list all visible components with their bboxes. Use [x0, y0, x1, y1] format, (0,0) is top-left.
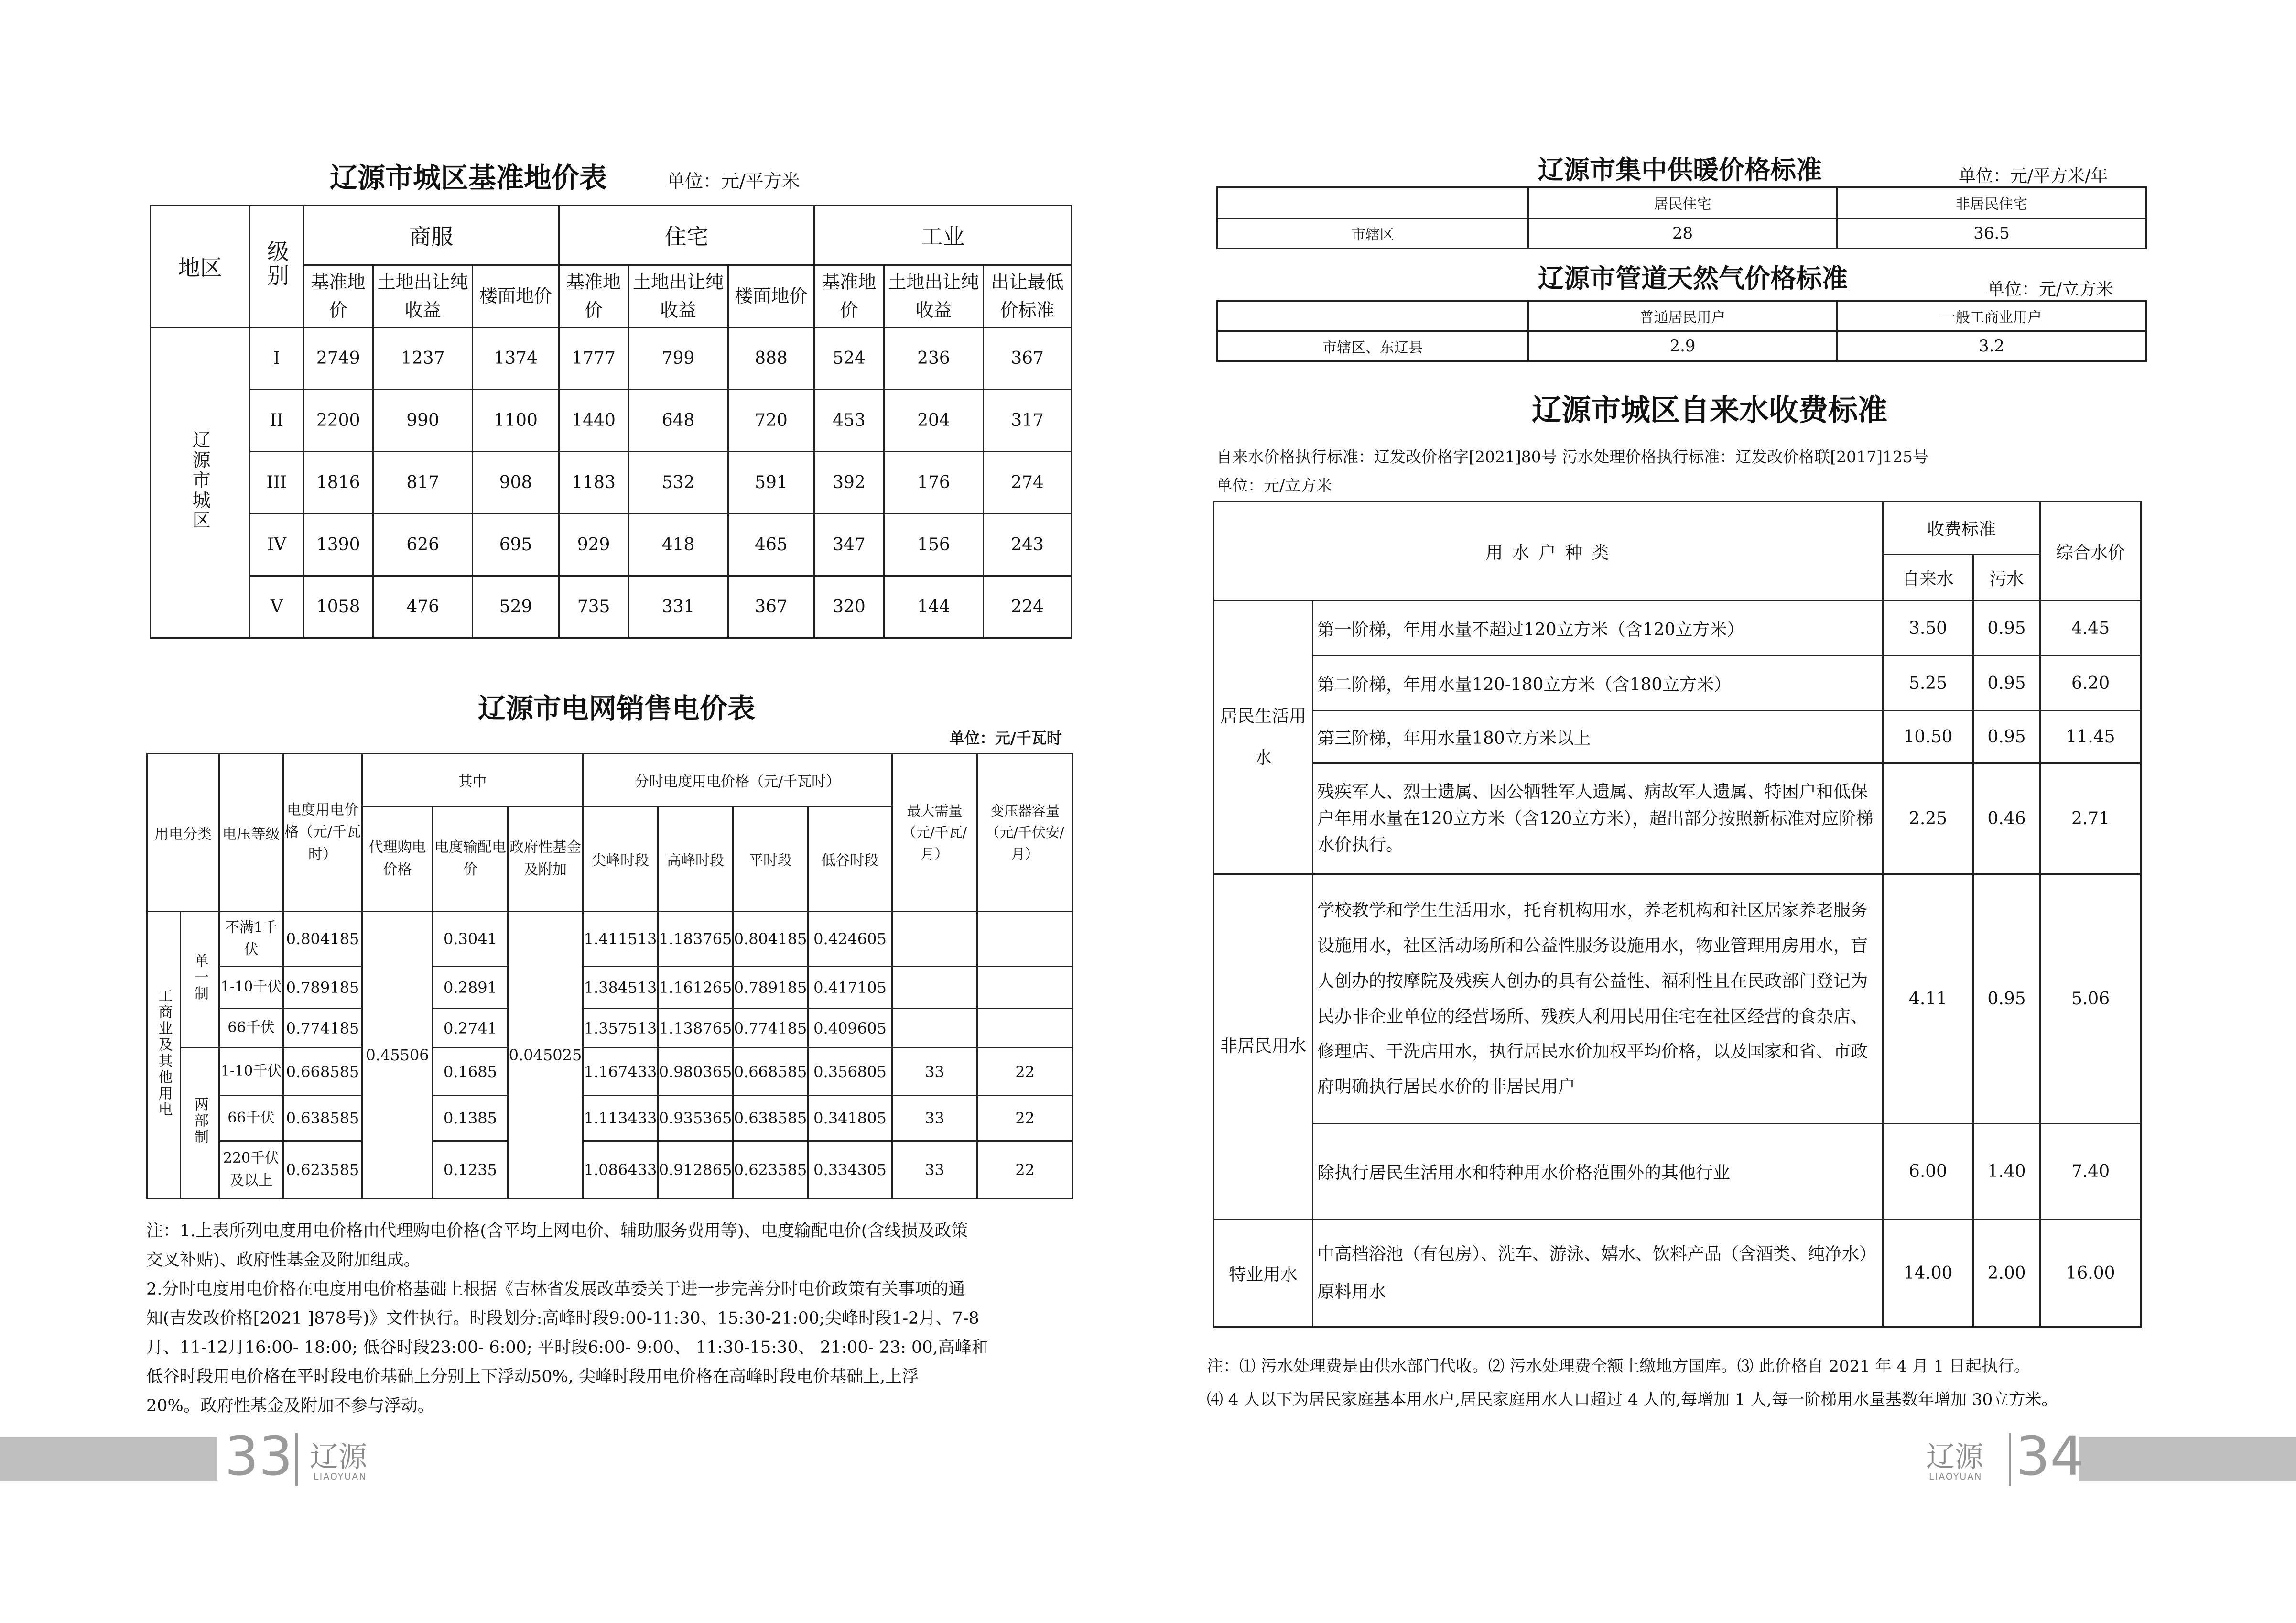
- cell: 4.11: [1883, 874, 1973, 1124]
- table-row: [147, 1141, 1073, 1198]
- cell: 529: [473, 576, 559, 638]
- elec-category: 工商业及其他用电: [147, 912, 181, 1198]
- water-nonresident-label: 非居民用水: [1214, 874, 1313, 1220]
- land-table-unit: 单位：元/平方米: [667, 171, 800, 192]
- cell: 0.1685: [433, 1048, 508, 1096]
- cell: 1816: [303, 452, 373, 514]
- cell: 0.774185: [283, 1009, 362, 1048]
- cell: 465: [728, 514, 814, 576]
- footer-brand-right: 辽源: [1926, 1440, 1983, 1474]
- cell: 0.623585: [283, 1141, 362, 1198]
- cell: 0.3041: [433, 912, 508, 967]
- cell: 1.161265: [658, 967, 733, 1009]
- elec-table-title: 辽源市电网销售电价表: [478, 692, 756, 725]
- cell: [892, 967, 977, 1009]
- table-row: [151, 514, 1072, 576]
- desc-cell: 第二阶梯，年用水量120-180立方米（含180立方米）: [1313, 656, 1883, 711]
- note-line: 注：1.上表所列电度用电价格由代理购电价格(含平均上网电价、辅助服务费用等)、电度输配电价(含线损及政策: [146, 1221, 968, 1241]
- cell: 0.912865: [658, 1141, 733, 1198]
- water-special-label: 特业用水: [1214, 1220, 1313, 1327]
- cell: [977, 967, 1073, 1009]
- cell: 243: [984, 514, 1072, 576]
- electricity-price-table: [146, 753, 1073, 1199]
- desc-cell: 学校教学和学生生活用水，托育机构用水，养老机构和社区居家养老服务设施用水，社区活动场所和公益性服务设施用水，物业管理用房用水，盲人创办的按摩院及残疾人创办的具有公益性、福利性且在民政部门登记为民办非企业单位的经营场所、残疾人利用民用住宅在社区经营的食杂店、修理店、干洗店用水，执行居民水价加权平均价格，以及国家和省、市政府明确执行居民水价的非居民用户: [1313, 874, 1883, 1124]
- cell: 0.980365: [658, 1048, 733, 1096]
- cell: 392: [814, 452, 884, 514]
- cell: [892, 912, 977, 967]
- elec-header-flat: 平时段: [733, 806, 808, 912]
- cell: 1440: [559, 390, 628, 452]
- cell: 0.774185: [733, 1009, 808, 1048]
- water-header-fee: 收费标准: [1883, 502, 2040, 555]
- cell: 28: [1528, 218, 1837, 249]
- cell: 3.50: [1883, 601, 1973, 656]
- cell: 0.789185: [283, 967, 362, 1009]
- cell: 347: [814, 514, 884, 576]
- cell: 1777: [559, 327, 628, 390]
- page-number-right: 34: [2016, 1426, 2084, 1488]
- cell: 735: [559, 576, 628, 638]
- desc-cell: 残疾军人、烈士遗属、因公牺牲军人遗属、病故军人遗属、特困户和低保户年用水量在120立方米（含120立方米），超出部分按照新标准对应阶梯水价执行。: [1313, 763, 1883, 874]
- elec-table-unit: 单位：元/千瓦时: [949, 729, 1062, 747]
- table-row: [147, 912, 1073, 967]
- footer-divider-left: [295, 1433, 298, 1486]
- cell: 7.40: [2040, 1124, 2141, 1220]
- elec-single-rate: 单一制: [181, 912, 219, 1048]
- cell: 888: [728, 327, 814, 390]
- table-row: [1214, 656, 2141, 711]
- gas-unit: 单位：元/立方米: [1987, 280, 2114, 299]
- cell: 476: [373, 576, 473, 638]
- note-line: 2.分时电度用电价格在电度用电价格基础上根据《吉林省发展改革委关于进一步完善分时电价政策有关事项的通: [146, 1280, 965, 1299]
- cell: 33: [892, 1141, 977, 1198]
- cell: 2200: [303, 390, 373, 452]
- land-header-level: 级别: [250, 206, 303, 327]
- cell: 36.5: [1837, 218, 2146, 249]
- level-cell: III: [250, 452, 303, 514]
- table-row: [151, 327, 1072, 390]
- water-standard: 自来水价格执行标准：辽发改价格字[2021]80号 污水处理价格执行标准：辽发改价格联[2017]125号: [1216, 447, 1928, 466]
- cell: [977, 1009, 1073, 1048]
- water-header-tap: 自来水: [1883, 555, 1973, 601]
- cell: 33: [892, 1096, 977, 1141]
- cell: 0.356805: [808, 1048, 892, 1096]
- cell: 591: [728, 452, 814, 514]
- elec-header-agent-price: 代理购电价格: [362, 806, 433, 912]
- elec-header-sharp: 尖峰时段: [583, 806, 658, 912]
- water-header-total: 综合水价: [2040, 502, 2141, 601]
- cell: 274: [984, 452, 1072, 514]
- heating-price-table: [1216, 186, 2147, 249]
- cell: 532: [628, 452, 728, 514]
- cell: [892, 1009, 977, 1048]
- footer-band-left: [0, 1437, 217, 1481]
- cell: 0.935365: [658, 1096, 733, 1141]
- table-row: [1217, 331, 2146, 361]
- elec-agent-price: 0.45506: [362, 912, 433, 1198]
- footer-band-right: [2079, 1437, 2296, 1481]
- water-header-type: 用 水 户 种 类: [1214, 502, 1883, 601]
- table-row: [147, 1009, 1073, 1048]
- table-row: [151, 390, 1072, 452]
- cell: 0.46: [1973, 763, 2040, 874]
- cell: 5.25: [1883, 656, 1973, 711]
- cell: 320: [814, 576, 884, 638]
- cell: 317: [984, 390, 1072, 452]
- desc-cell: [1313, 1220, 1883, 1327]
- cell: 1.183765: [658, 912, 733, 967]
- voltage-cell: 1-10千伏: [219, 967, 283, 1009]
- cell: 0.623585: [733, 1141, 808, 1198]
- cell: 33: [892, 1048, 977, 1096]
- cell: 720: [728, 390, 814, 452]
- cell: 0.95: [1973, 874, 2040, 1124]
- note-line: 月、11-12月16:00- 18:00; 低谷时段23:00- 6:00; 平时段6:00- 9:00、 11:30-15:30、 21:00- 23: 00,高峰和: [146, 1338, 988, 1357]
- water-price-table: [1213, 501, 2142, 1328]
- cell: 0.424605: [808, 912, 892, 967]
- cell: 1.138765: [658, 1009, 733, 1048]
- table-row: [1214, 1124, 2141, 1220]
- cell: 1.384513: [583, 967, 658, 1009]
- cell: 1237: [373, 327, 473, 390]
- gas-header-residential: 普通居民用户: [1528, 301, 1837, 331]
- water-note-1: 注：⑴ 污水处理费是由供水部门代收。⑵ 污水处理费全额上缴地方国库。⑶ 此价格自 2021 年 4 月 1 日起执行。: [1207, 1357, 2031, 1376]
- land-header-area: 地区: [151, 206, 250, 327]
- cell: 418: [628, 514, 728, 576]
- gas-price-table: [1216, 300, 2147, 362]
- land-sub-net: 土地出让纯收益: [884, 265, 983, 327]
- footer-brand-pinyin-right: LIAOYUAN: [1929, 1471, 1982, 1482]
- cell: 2.71: [2040, 763, 2141, 874]
- table-row: [151, 576, 1072, 638]
- land-sub-minimum: 出让最低价标准: [984, 265, 1072, 327]
- note-line: 交叉补贴)、政府性基金及附加组成。: [146, 1251, 421, 1270]
- footer-brand-left: 辽源: [310, 1440, 367, 1474]
- land-sub-base: 基准地价: [814, 265, 884, 327]
- cell: 0.804185: [733, 912, 808, 967]
- cell: 695: [473, 514, 559, 576]
- cell: 908: [473, 452, 559, 514]
- cell: 0.95: [1973, 711, 2040, 763]
- cell: 2.00: [1973, 1220, 2040, 1327]
- cell: 331: [628, 576, 728, 638]
- land-table-title: 辽源市城区基准地价表: [330, 162, 607, 194]
- cell: 1183: [559, 452, 628, 514]
- cell: 0.95: [1973, 601, 2040, 656]
- cell: 0.668585: [283, 1048, 362, 1096]
- heating-title: 辽源市集中供暖价格标准: [1538, 154, 1822, 185]
- cell: 176: [884, 452, 983, 514]
- gas-header-commercial: 一般工商业用户: [1837, 301, 2146, 331]
- cell: 929: [559, 514, 628, 576]
- cell: 22: [977, 1048, 1073, 1096]
- table-row: [1214, 1220, 2141, 1327]
- voltage-cell: 220千伏及以上: [219, 1141, 283, 1198]
- cell: 0.789185: [733, 967, 808, 1009]
- cell: 22: [977, 1141, 1073, 1198]
- cell: 204: [884, 390, 983, 452]
- cell: 990: [373, 390, 473, 452]
- cell: 1.411513: [583, 912, 658, 967]
- elec-header-price: 电度用电价格（元/千瓦时）: [283, 754, 362, 912]
- cell: 1.086433: [583, 1141, 658, 1198]
- note-line: 知(吉发改价格[2021 ]878号)》文件执行。时段划分:高峰时段9:00-11:30、15:30-21:00;尖峰时段1-2月、7-8: [146, 1309, 979, 1328]
- footer-brand-pinyin-left: LIAOYUAN: [314, 1471, 367, 1482]
- cell: 0.409605: [808, 1009, 892, 1048]
- cell: 2.9: [1528, 331, 1837, 361]
- cell: 0.668585: [733, 1048, 808, 1096]
- table-row: [147, 967, 1073, 1009]
- elec-header-transformer: 变压器容量（元/千伏安/月）: [977, 754, 1073, 912]
- cell: 0.2741: [433, 1009, 508, 1048]
- cell: 2.25: [1883, 763, 1973, 874]
- desc-cell: 除执行居民生活用水和特种用水价格范围外的其他行业: [1313, 1124, 1883, 1220]
- cell: 0.638585: [733, 1096, 808, 1141]
- level-cell: V: [250, 576, 303, 638]
- elec-gov-fund: 0.045025: [508, 912, 583, 1198]
- cell: 10.50: [1883, 711, 1973, 763]
- cell: 5.06: [2040, 874, 2141, 1124]
- elec-header-max-demand: 最大需量（元/千瓦/月）: [892, 754, 977, 912]
- land-sub-base: 基准地价: [559, 265, 628, 327]
- voltage-cell: 1-10千伏: [219, 1048, 283, 1096]
- level-cell: IV: [250, 514, 303, 576]
- level-cell: II: [250, 390, 303, 452]
- elec-header-among: 其中: [362, 754, 583, 806]
- elec-notes: [146, 1217, 1078, 1421]
- table-row: [151, 452, 1072, 514]
- land-group-residential: 住宅: [559, 206, 814, 265]
- cell: 1.357513: [583, 1009, 658, 1048]
- cell: 2749: [303, 327, 373, 390]
- cell: 0.1385: [433, 1096, 508, 1141]
- cell: 3.2: [1837, 331, 2146, 361]
- cell: 1.113433: [583, 1096, 658, 1141]
- cell: 0.95: [1973, 656, 2040, 711]
- elec-header-peak: 高峰时段: [658, 806, 733, 912]
- cell: 1100: [473, 390, 559, 452]
- gas-title: 辽源市管道天然气价格标准: [1538, 263, 1848, 294]
- table-row: [147, 1048, 1073, 1096]
- cell: 1390: [303, 514, 373, 576]
- land-sub-base: 基准地价: [303, 265, 373, 327]
- elec-header-tou: 分时电度用电价格（元/千瓦时）: [583, 754, 892, 806]
- cell: 4.45: [2040, 601, 2141, 656]
- water-note-2: ⑷ 4 人以下为居民家庭基本用水户,居民家庭用水人口超过 4 人的,每增加 1 人,每一阶梯用水量基数年增加 30立方米。: [1207, 1390, 2058, 1409]
- table-row: [1214, 601, 2141, 656]
- water-unit: 单位：元/立方米: [1216, 476, 1332, 495]
- elec-header-gov-fund: 政府性基金及附加: [508, 806, 583, 912]
- cell: 0.1235: [433, 1141, 508, 1198]
- land-region: 辽源市城区: [151, 327, 250, 638]
- cell: [977, 912, 1073, 967]
- desc-cell: 第三阶梯，年用水量180立方米以上: [1313, 711, 1883, 763]
- desc-cell: 第一阶梯，年用水量不超过120立方米（含120立方米）: [1313, 601, 1883, 656]
- cell: 626: [373, 514, 473, 576]
- voltage-cell: 66千伏: [219, 1096, 283, 1141]
- special-desc-line: 中高档浴池（有包房）、洗车、游泳、嬉水、饮料产品（含酒类、纯净水）: [1317, 1244, 1877, 1264]
- cell: 1058: [303, 576, 373, 638]
- elec-header-valley: 低谷时段: [808, 806, 892, 912]
- cell: 799: [628, 327, 728, 390]
- cell: 524: [814, 327, 884, 390]
- elec-header-transmission: 电度输配电价: [433, 806, 508, 912]
- footer-divider-right: [2009, 1433, 2011, 1486]
- land-group-industrial: 工业: [814, 206, 1072, 265]
- empty-cell: [1217, 187, 1528, 218]
- cell: 6.20: [2040, 656, 2141, 711]
- cell: 1374: [473, 327, 559, 390]
- cell: 224: [984, 576, 1072, 638]
- heating-header-residential: 居民住宅: [1528, 187, 1837, 218]
- cell: 6.00: [1883, 1124, 1973, 1220]
- land-group-commercial: 商服: [303, 206, 559, 265]
- elec-header-category: 用电分类: [147, 754, 219, 912]
- cell: 11.45: [2040, 711, 2141, 763]
- cell: 156: [884, 514, 983, 576]
- cell: 453: [814, 390, 884, 452]
- water-header-sewage: 污水: [1973, 555, 2040, 601]
- land-sub-floor: 楼面地价: [473, 265, 559, 327]
- cell: 1.167433: [583, 1048, 658, 1096]
- land-price-table: [150, 205, 1072, 639]
- cell: 0.804185: [283, 912, 362, 967]
- table-row: [1217, 218, 2146, 249]
- cell: 0.417105: [808, 967, 892, 1009]
- table-row: [147, 1096, 1073, 1141]
- level-cell: I: [250, 327, 303, 390]
- voltage-cell: 不满1千伏: [219, 912, 283, 967]
- note-line: 低谷时段用电价格在平时段电价基础上分别上下浮动50%, 尖峰时段用电价格在高峰时段电价基础上,上浮: [146, 1367, 919, 1386]
- special-desc-line: 原料用水: [1317, 1282, 1386, 1302]
- heating-unit: 单位：元/平方米/年: [1959, 166, 2108, 186]
- table-row: [1214, 874, 2141, 1124]
- heating-area: 市辖区: [1217, 218, 1528, 249]
- land-sub-floor: 楼面地价: [728, 265, 814, 327]
- cell: 1.40: [1973, 1124, 2040, 1220]
- cell: 22: [977, 1096, 1073, 1141]
- table-row: [1214, 711, 2141, 763]
- gas-area: 市辖区、东辽县: [1217, 331, 1528, 361]
- cell: 367: [728, 576, 814, 638]
- cell: 817: [373, 452, 473, 514]
- elec-two-part-rate: 两部制: [181, 1048, 219, 1198]
- cell: 0.638585: [283, 1096, 362, 1141]
- cell: 236: [884, 327, 983, 390]
- cell: 648: [628, 390, 728, 452]
- cell: 14.00: [1883, 1220, 1973, 1327]
- note-line: 20%。政府性基金及附加不参与浮动。: [146, 1396, 434, 1416]
- table-row: [1214, 763, 2141, 874]
- cell: 0.2891: [433, 967, 508, 1009]
- water-resident-label: 居民生活用水: [1214, 601, 1313, 874]
- land-sub-net: 土地出让纯收益: [628, 265, 728, 327]
- heating-header-nonresidential: 非居民住宅: [1837, 187, 2146, 218]
- cell: 0.334305: [808, 1141, 892, 1198]
- cell: 367: [984, 327, 1072, 390]
- water-title: 辽源市城区自来水收费标准: [1532, 392, 1888, 427]
- empty-cell: [1217, 301, 1528, 331]
- elec-header-voltage: 电压等级: [219, 754, 283, 912]
- cell: 16.00: [2040, 1220, 2141, 1327]
- page-number-left: 33: [225, 1426, 293, 1488]
- land-sub-net: 土地出让纯收益: [373, 265, 473, 327]
- cell: 0.341805: [808, 1096, 892, 1141]
- cell: 144: [884, 576, 983, 638]
- voltage-cell: 66千伏: [219, 1009, 283, 1048]
